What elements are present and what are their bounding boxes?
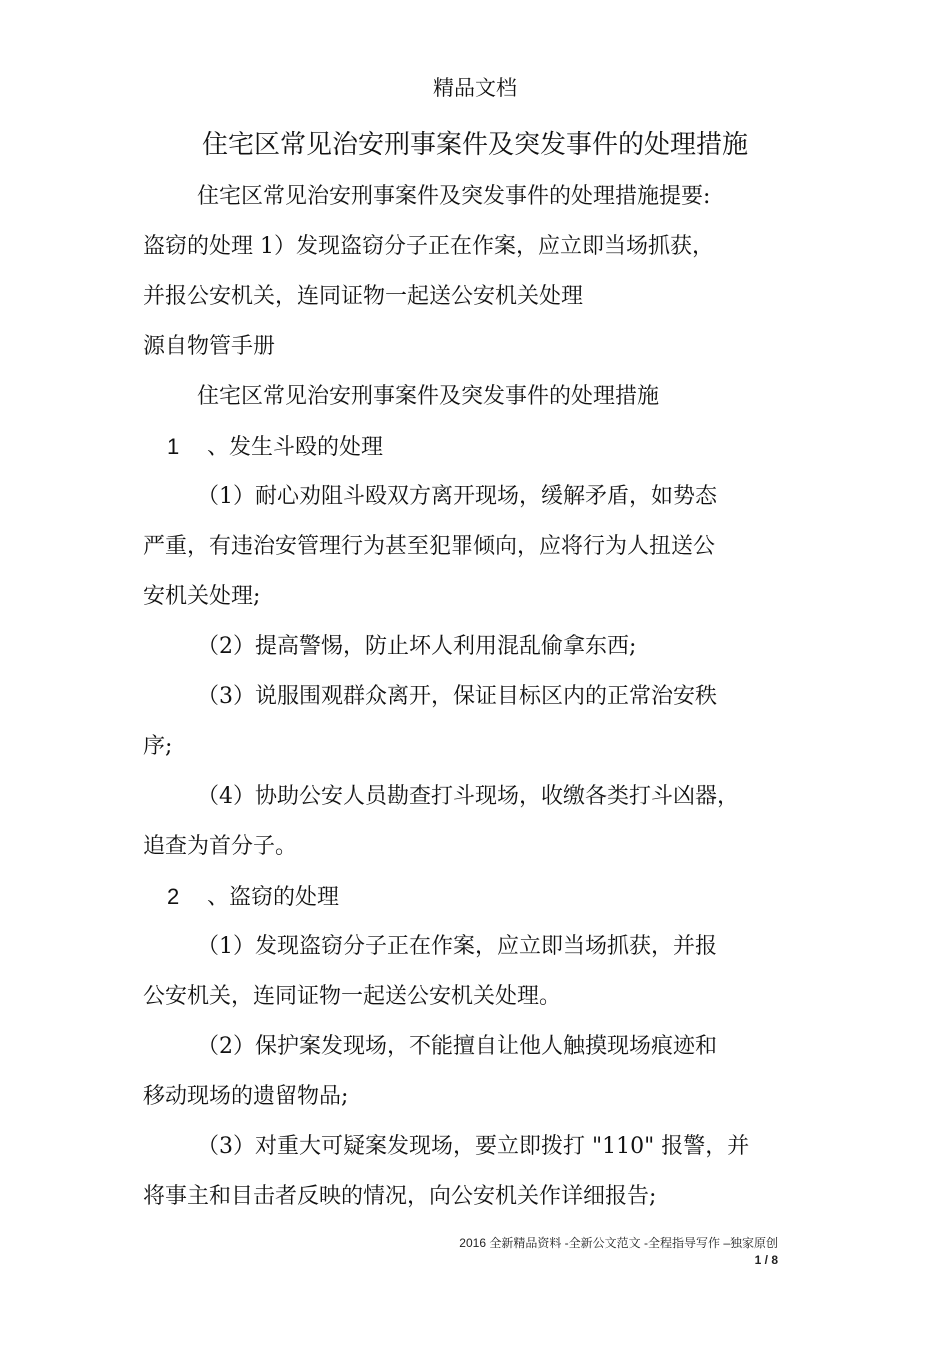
footer-note: 2016 全新精品资料 -全新公文范文 -全程指导写作 –独家原创 <box>459 1236 778 1250</box>
section-number: 2 <box>167 884 180 909</box>
paragraph-line: 序; <box>143 734 173 759</box>
section-heading <box>143 422 813 472</box>
section-heading-text: 、发生斗殴的处理 <box>207 435 384 460</box>
paragraph-line: 追查为首分子。 <box>143 834 298 859</box>
paragraph-line: 住宅区常见治安刑事案件及突发事件的处理措施提要: <box>197 184 711 209</box>
paragraph-line: （3）对重大可疑案发现场，要立即拨打 "110" 报警，并 <box>197 1134 750 1159</box>
page-indicator: 1 / 8 <box>754 1253 778 1267</box>
paragraph-line: （1）发现盗窃分子正在作案，应立即当场抓获，并报 <box>197 934 717 959</box>
paragraph-line: 源自物管手册 <box>143 334 276 359</box>
paragraph-line: 并报公安机关，连同证物一起送公安机关处理 <box>143 284 584 309</box>
section-heading <box>143 872 813 922</box>
section-number: 1 <box>167 434 180 459</box>
paragraph-line: （2）提高警惕，防止坏人利用混乱偷拿东西; <box>197 634 637 659</box>
paragraph-line: 移动现场的遗留物品; <box>143 1084 349 1109</box>
paragraph-line: （2）保护案发现场，不能擅自让他人触摸现场痕迹和 <box>197 1034 717 1059</box>
paragraph-line: 公安机关，连同证物一起送公安机关处理。 <box>143 984 562 1009</box>
page-header: 精品文档 <box>433 76 517 100</box>
paragraph-line: 将事主和目击者反映的情况，向公安机关作详细报告; <box>143 1184 657 1209</box>
paragraph-line: 安机关处理; <box>143 584 261 609</box>
document-body <box>143 172 813 1222</box>
paragraph-line: 严重，有违治安管理行为甚至犯罪倾向，应将行为人扭送公 <box>143 534 716 559</box>
paragraph-line: 盗窃的处理 1）发现盗窃分子正在作案，应立即当场抓获， <box>143 234 714 259</box>
paragraph-line: （4）协助公安人员勘查打斗现场，收缴各类打斗凶器， <box>197 784 739 809</box>
document-title: 住宅区常见治安刑事案件及突发事件的处理措施 <box>201 130 748 160</box>
paragraph-line: 住宅区常见治安刑事案件及突发事件的处理措施 <box>197 384 660 409</box>
section-heading-text: 、盗窃的处理 <box>207 885 340 910</box>
paragraph-line: （1）耐心劝阻斗殴双方离开现场，缓解矛盾，如势态 <box>197 484 717 509</box>
paragraph-line: （3）说服围观群众离开，保证目标区内的正常治安秩 <box>197 684 717 709</box>
